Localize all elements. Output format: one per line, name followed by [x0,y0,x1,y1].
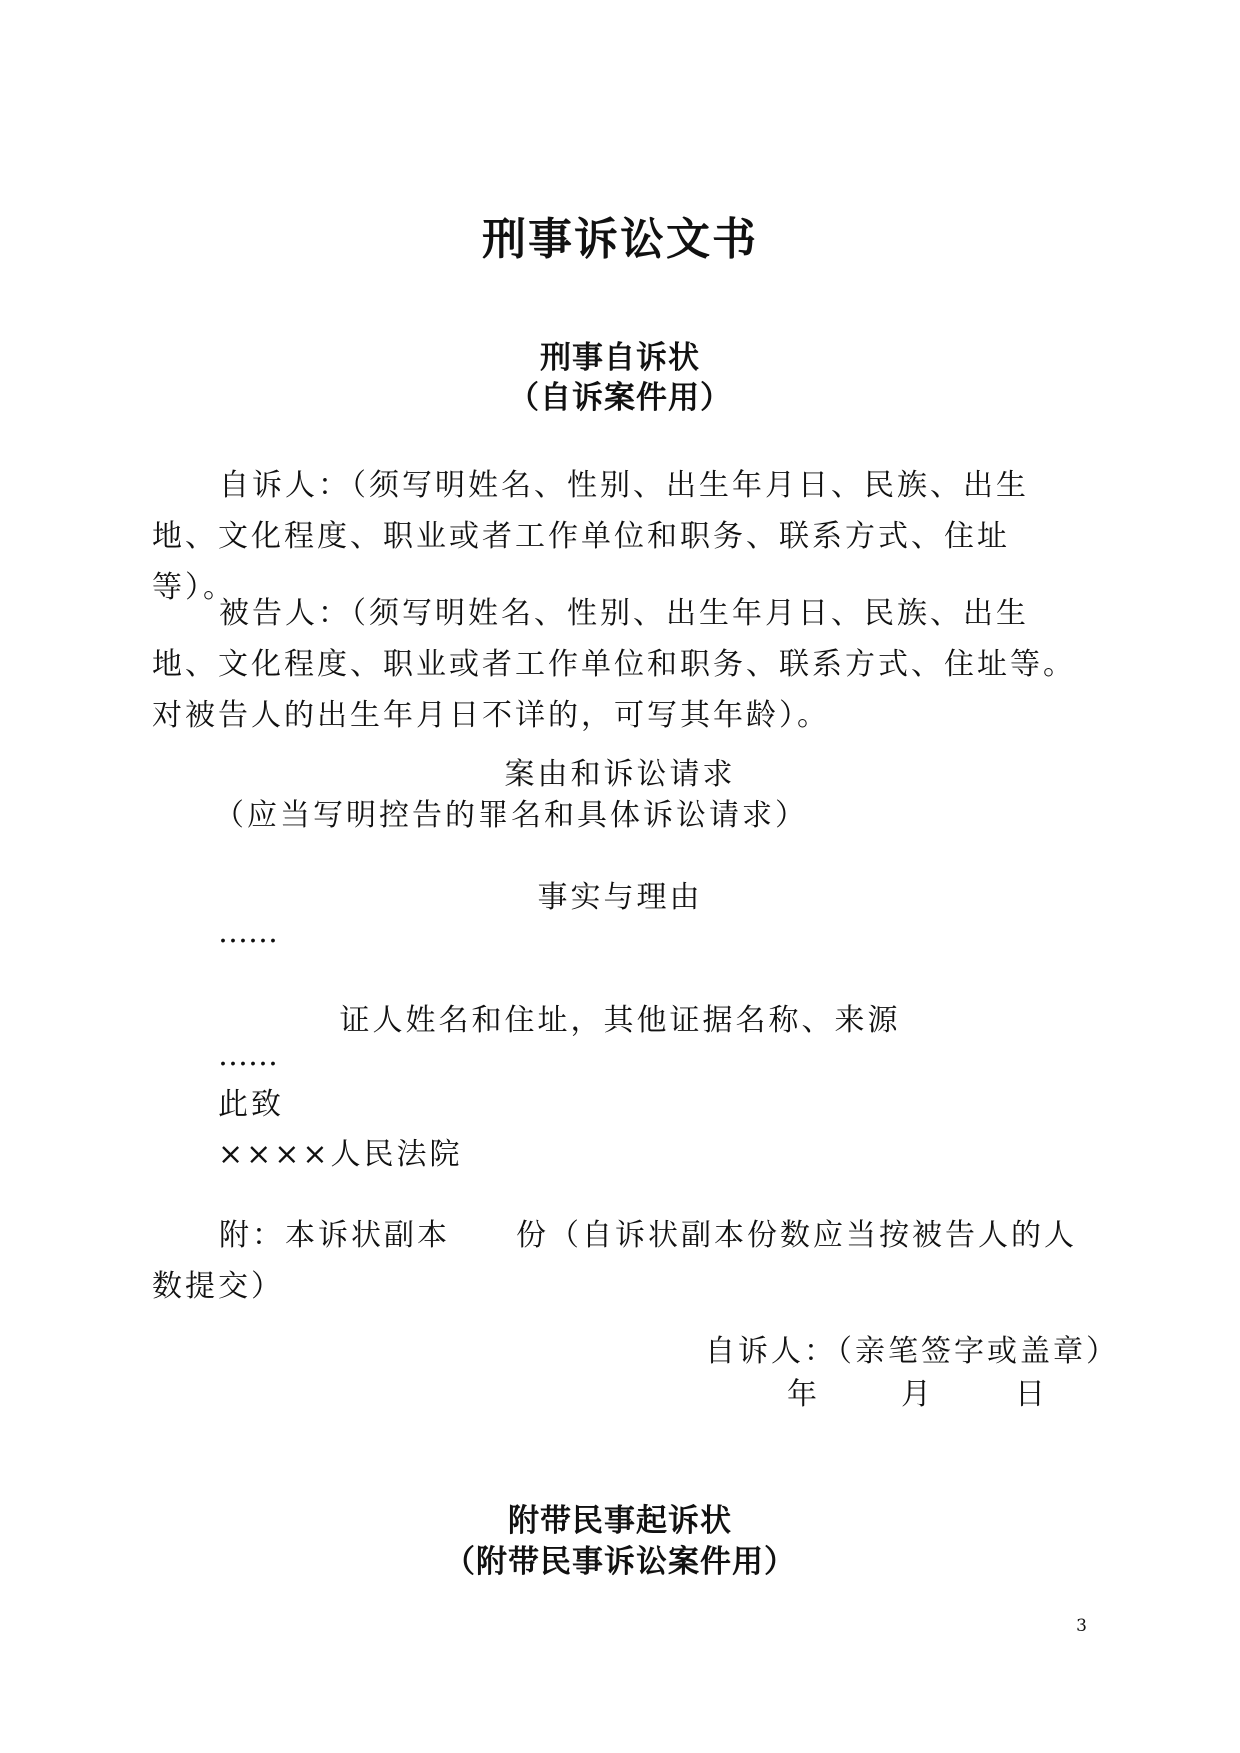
signature-line: 自诉人：（亲笔签字或盖章） [705,1334,1119,1369]
facts-placeholder: …… [218,915,278,950]
defendant-paragraph: 被告人：（须写明姓名、性别、出生年月日、民族、出生地、文化程度、职业或者工作单位和职务、联系方式、住址等。对被告人的出生年月日不详的，可写其年龄）。 [152,596,1076,733]
complaint-subheading: （自诉案件用） [508,380,732,416]
facts-heading: 事实与理由 [537,880,703,915]
cause-heading: 案由和诉讼请求 [504,757,736,792]
evidence-heading: 证人姓名和住址，其他证据名称、来源 [339,1003,901,1038]
salutation: 此致 [218,1087,284,1122]
plaintiff-paragraph: 自诉人：（须写明姓名、性别、出生年月日、民族、出生地、文化程度、职业或者工作单位和职务、联系方式、住址等）。 [152,468,1029,605]
cause-note: （应当写明控告的罪名和具体诉讼请求） [214,798,808,833]
complaint-heading: 刑事自诉状 [540,340,700,376]
page-number: 3 [1076,1616,1087,1636]
court-name: ××××人民法院 [218,1137,463,1172]
civil-claim-subheading: （附带民事诉讼案件用） [444,1544,796,1580]
date-line: 年 月 日 [787,1377,1053,1412]
attachment-paragraph: 附：本诉状副本 份（自诉状副本份数应当按被告人的人数提交） [152,1218,1077,1304]
civil-claim-heading: 附带民事起诉状 [508,1503,732,1539]
document-title: 刑事诉讼文书 [482,214,758,265]
evidence-placeholder: …… [218,1038,278,1073]
